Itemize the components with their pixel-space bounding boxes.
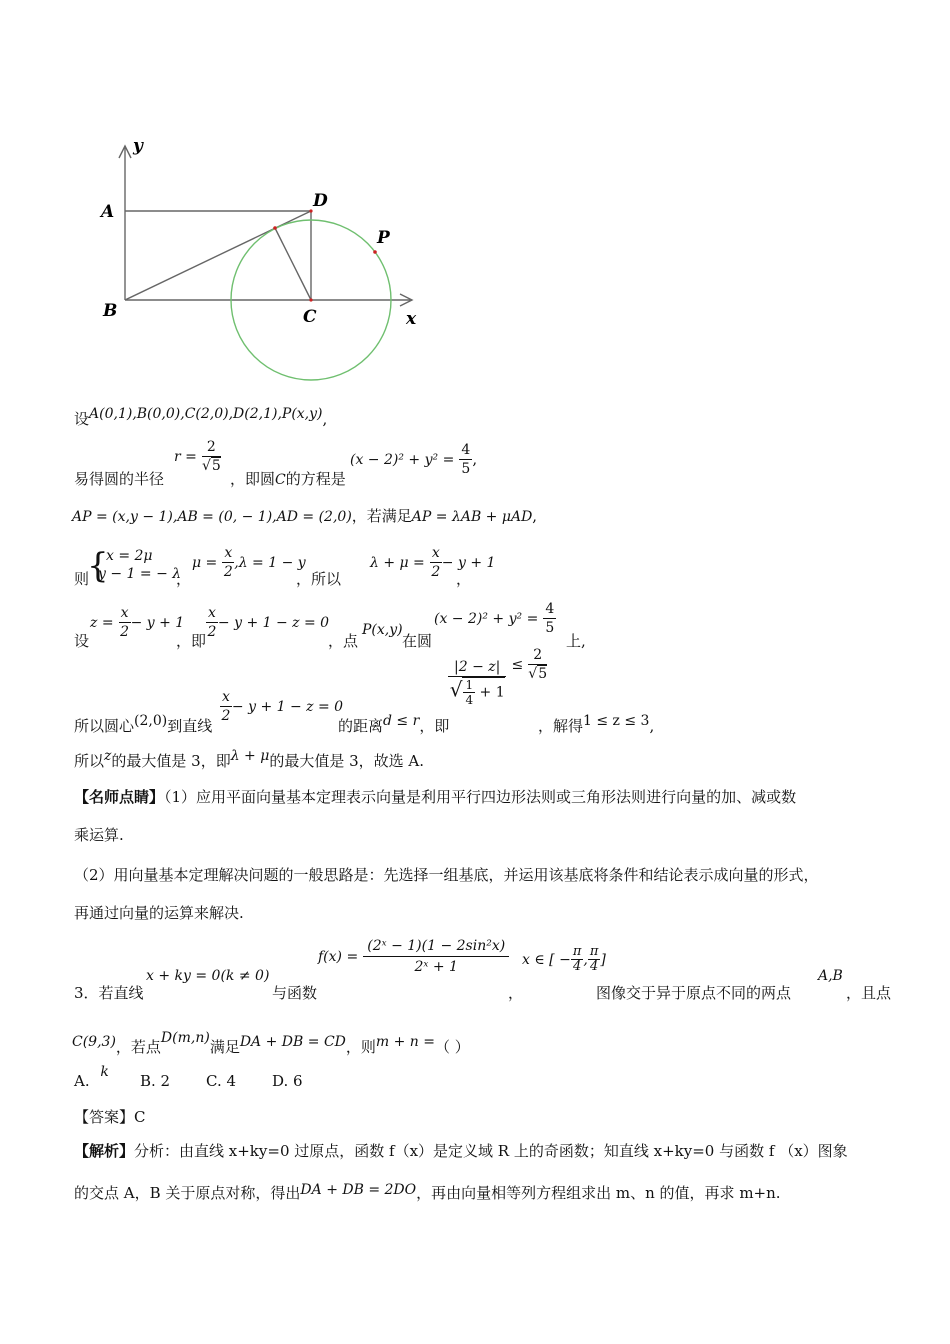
vectors-definition: AP = (x,y − 1),AB = (0, − 1),AD = (2,0) (72, 509, 352, 525)
comma: , (322, 410, 328, 428)
z-definition (90, 604, 184, 641)
label-y: y (133, 136, 143, 156)
segment-C-foot (275, 228, 311, 300)
le-sign: ≤ (511, 656, 524, 673)
sum-equals: λ + μ = (370, 555, 425, 571)
circle-eq2-lhs: (x − 2)² + y² = (434, 611, 539, 627)
rhs-den: √5 (528, 666, 548, 682)
line2-fraction (220, 688, 232, 725)
point-C-q: C(9,3) (72, 1034, 116, 1050)
mu-num: x (224, 545, 233, 561)
circle-eq-den: 5 (461, 461, 471, 477)
domain-a-num: π (572, 944, 582, 959)
text-solve (538, 715, 654, 736)
domain-b-num: π (589, 944, 599, 959)
rhs-num: 2 (528, 646, 547, 665)
line2-tail: − y + 1 − z = 0 (231, 699, 344, 715)
text-equation-is: 的方程是 (285, 470, 346, 488)
circle-eq-num: 4 (461, 442, 471, 458)
analysis-text-1: 分析：由直线 x+ky=0 过原点，函数 f（x）是定义域 R 上的奇函数；知直线 x+ky=0 与函数 f （x）图象 (134, 1142, 848, 1160)
radius-fraction (202, 438, 221, 475)
text-if-point: ，若点 (115, 1038, 161, 1056)
points-AB: A,B (818, 968, 843, 984)
tip-line-2: 乘运算. (74, 826, 124, 844)
comma-3: ， (456, 570, 472, 588)
circle-equation (350, 441, 477, 478)
domain-sep: , (583, 952, 588, 968)
domain-a-den: 4 (572, 959, 582, 974)
circle-eq2-fraction (543, 600, 556, 637)
solution-line-7 (74, 750, 424, 771)
radius-denominator: √5 (201, 458, 221, 474)
text-then-q: ，则 (345, 1038, 376, 1056)
sum-fraction (430, 544, 442, 581)
domain (522, 945, 606, 974)
m-plus-n: m + n = (375, 1034, 435, 1050)
text-max-1: 的最大值是 3，即 (111, 752, 231, 770)
plus-one: + 1 (479, 684, 505, 701)
option-D: D. 6 (272, 1072, 303, 1090)
vector-equation-q: DA + DB = CD (239, 1034, 346, 1050)
answer-blank: （ ） (435, 1038, 470, 1056)
line-equation (206, 604, 329, 641)
analysis-label: 【解析】 (74, 1142, 135, 1160)
solution-line-3 (72, 505, 537, 526)
radius-sqrt: 5 (211, 458, 221, 474)
radius-formula (174, 438, 221, 475)
tip-line-3: （2）用向量基本定理解决问题的一般思路是：先选择一组基底，并运用该基底将条件和结论表示成向量的形式， (74, 866, 819, 884)
domain-start: x ∈ [ − (522, 952, 571, 968)
line-fraction (206, 604, 218, 641)
question-prefix: 3．若直线 (74, 984, 144, 1002)
analysis-vector-eq: DA + DB = 2DO (300, 1182, 417, 1198)
center-coord: (2,0) (134, 713, 168, 729)
sum-num: x (431, 545, 440, 561)
distance-num: |2 − z| (448, 658, 506, 677)
f-fraction (363, 936, 509, 977)
line-tail: − y + 1 − z = 0 (217, 615, 330, 631)
tip-line-4: 再通过向量的运算来解决. (74, 904, 244, 922)
text-if: ，若满足 (351, 507, 412, 525)
text-dist: 的距离 (338, 717, 384, 735)
domain-end: ] (600, 952, 606, 968)
z-equals: z = (90, 615, 114, 631)
tip-text-1a: （1）应用平面向量基本定理表示向量是利用平行四边形法则或三角形法则进行向量的加、减或数 (164, 788, 797, 806)
comma-1: ， (176, 570, 192, 588)
z-den: 2 (120, 624, 130, 640)
domain-b (588, 945, 601, 974)
tangent-point-marker (273, 226, 277, 230)
label-P: P (377, 228, 390, 248)
label-D: D (313, 191, 328, 211)
question-text-3: ，且点 (846, 984, 892, 1002)
sum-tail: − y + 1 (441, 555, 496, 571)
mu-den: 2 (223, 564, 233, 580)
text-upon: 上, (566, 632, 586, 650)
text-satisfies: 满足 (209, 1038, 240, 1056)
option-B: B. 2 (140, 1072, 171, 1090)
solution-line-6 (74, 715, 212, 736)
text-then: 则 (74, 570, 90, 588)
comma: , (472, 450, 478, 468)
rhs-sqrt: 5 (538, 666, 548, 682)
solution-line-1 (74, 408, 327, 429)
brace-icon: { (87, 546, 109, 586)
d-le-r: d ≤ r (383, 713, 420, 729)
comma-q: ， (508, 984, 524, 1002)
label-C: C (303, 307, 317, 327)
question-with-function: 与函数 (272, 984, 318, 1002)
rhs-fraction (528, 646, 547, 683)
question-text-2: 图像交于异于原点不同的两点 (596, 984, 792, 1002)
circle-C-name: C (275, 472, 286, 488)
text-get: ，解得 (538, 717, 584, 735)
points-coordinates: A(0,1),B(0,0),C(2,0),D(2,1),P(x,y) (89, 406, 323, 422)
z-tail: − y + 1 (130, 615, 185, 631)
line-num: x (208, 605, 216, 621)
line2-num: x (222, 689, 230, 705)
z-range: 1 ≤ z ≤ 3 (583, 713, 650, 729)
text-circle: ，即圆 (230, 470, 276, 488)
sqrt-icon: √ (449, 677, 463, 702)
q-num: 1 (465, 678, 474, 692)
analysis-line-2 (74, 1182, 781, 1203)
point-C-marker (309, 298, 312, 301)
label-B: B (103, 301, 118, 321)
text-point: ，点 (328, 632, 359, 650)
distance-den (448, 677, 506, 707)
lambda-expression: ,λ = 1 − y (234, 555, 306, 571)
z-fraction (119, 604, 131, 641)
vector-condition: AP = λAB + μAD (411, 509, 533, 525)
text-ie: ，即 (176, 632, 207, 650)
circle-eq-lhs: (x − 2)² + y² = (350, 452, 455, 468)
point-P: P(x,y) (362, 622, 403, 638)
system-eq-2: y − 1 = − λ (98, 566, 182, 582)
f-equals: f(x) = (318, 949, 359, 965)
analysis-text-2b: ，再由向量相等列方程组求出 m、n 的值，再求 m+n. (416, 1184, 781, 1202)
option-A-label: A. (74, 1072, 90, 1090)
lambda-plus-mu: λ + μ (230, 748, 270, 764)
circle-eq-fraction (459, 441, 472, 478)
option-C: C. 4 (206, 1072, 237, 1090)
option-A (74, 1064, 109, 1090)
lambda-mu-sum (370, 544, 495, 581)
circle-equation-2 (434, 600, 556, 637)
tip-label: 【名师点睛】 (74, 788, 165, 806)
analysis-text-2a: 的交点 A，B 关于原点对称，得出 (74, 1184, 301, 1202)
circle-text (230, 468, 346, 489)
text-max-2: 的最大值是 3，故选 A. (269, 752, 425, 770)
distance-fraction (448, 658, 506, 707)
text-on-circle: 在圆 (402, 632, 433, 650)
function-definition (318, 936, 509, 977)
system-eq-1: x = 2μ (106, 548, 153, 564)
circle-eq2-den: 5 (545, 620, 555, 636)
f-denominator: 2ˣ + 1 (414, 959, 458, 975)
label-x: x (406, 309, 417, 329)
point-D-q: D(m,n) (160, 1030, 210, 1046)
radius-numerator: 2 (202, 438, 221, 457)
text-to-line: 到直线 (167, 717, 213, 735)
solution-line-2 (74, 440, 165, 488)
distance-inequality (448, 647, 548, 707)
text-let: 设 (74, 632, 90, 650)
domain-a (571, 945, 584, 974)
comma: , (532, 507, 538, 525)
text-center: 所以圆心 (74, 717, 135, 735)
text-ie-2: ，即 (419, 717, 450, 735)
tip-line-1 (74, 786, 796, 807)
domain-b-den: 4 (589, 959, 599, 974)
line2-den: 2 (221, 708, 231, 724)
point-P-marker (373, 250, 377, 254)
q-den: 4 (465, 693, 474, 707)
z-var: z (104, 748, 112, 764)
line-den: 2 (207, 624, 217, 640)
option-A-value: k (100, 1064, 109, 1080)
mu-equals: μ = (192, 555, 218, 571)
answer-line: 【答案】C (74, 1108, 146, 1126)
sum-den: 2 (431, 564, 441, 580)
r-equals: r = (174, 449, 197, 465)
comma: , (649, 717, 655, 735)
text-so: ，所以 (296, 570, 342, 588)
text-radius: 易得圆的半径 (74, 470, 165, 488)
mu-expression (192, 544, 306, 581)
analysis-line-1 (74, 1140, 848, 1161)
text-distance (338, 715, 449, 736)
mu-fraction (222, 544, 234, 581)
z-num: x (120, 605, 129, 621)
f-numerator: (2ˣ − 1)(1 − 2sin²x) (363, 936, 509, 957)
circle-eq2-num: 4 (545, 601, 555, 617)
label-A: A (101, 202, 115, 222)
text-set: 设 (74, 410, 90, 428)
question-line-2 (72, 1030, 470, 1056)
line-equation-q: x + ky = 0(k ≠ 0) (146, 968, 270, 984)
geometry-figure (0, 0, 950, 400)
line-equation-2 (220, 688, 343, 725)
text-so-2: 所以 (74, 752, 105, 770)
